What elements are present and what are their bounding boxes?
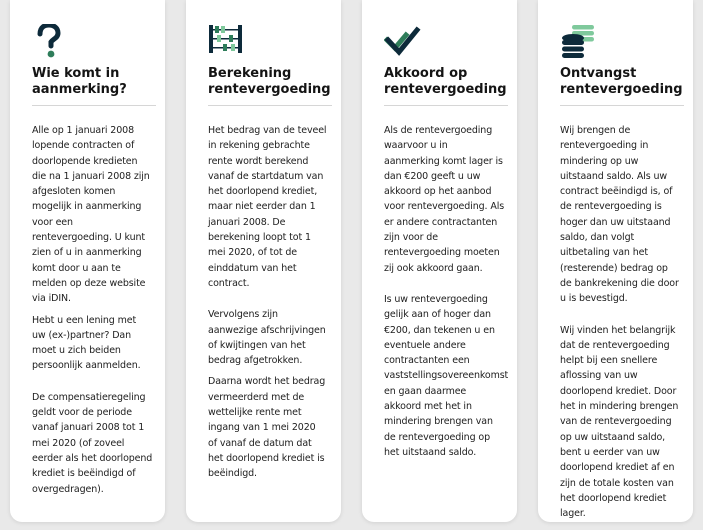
paragraph: Als de rentevergoeding waarvoor u in aanmerking komt lager is dan €200 geeft u uw akkoord op het aanbod voor rentevergoeding. Als er andere contractanten zijn voor de rentevergoeding moeten zij ook akkoord gaan. xyxy=(384,125,505,274)
card-calculation xyxy=(186,0,341,522)
card-title: Ontvangst rentevergoeding xyxy=(560,66,683,97)
card-agreement xyxy=(362,0,517,522)
paragraph: Hebt u een lening met uw (ex-)partner? Dan moet u zich beiden persoonlijk aanmelden. xyxy=(32,314,141,372)
abacus-icon xyxy=(208,24,248,60)
card-title: Wie komt in aanmerking? xyxy=(32,66,127,97)
card-body xyxy=(208,123,334,482)
paragraph: Daarna wordt het bedrag vermeerderd met de wettelijke rente met ingang van 1 mei 2020 of vanaf de datum dat het doorlopend krediet is beëindigd. xyxy=(208,376,326,480)
card-body xyxy=(384,123,510,460)
divider xyxy=(32,105,156,106)
card-title: Berekening rentevergoeding xyxy=(208,66,331,97)
card-body xyxy=(560,123,686,521)
card-body xyxy=(32,123,158,497)
divider xyxy=(208,105,332,106)
divider xyxy=(384,105,508,106)
paragraph: Alle op 1 januari 2008 lopende contracten of doorlopende kredieten die na 1 januari 2008 zijn afgesloten komen mogelijk in aanmerking voor een rentevergoeding. U kunt zien of u in aanmerking komt door u aan te melden op deze website via iDIN. xyxy=(32,125,150,305)
paragraph: Wij vinden het belangrijk dat de rentevergoeding helpt bij een snellere aflossing van uw doorlopend krediet. Door het in mindering brengen van de rentevergoeding op uw uitstaand saldo, bent u eerder van uw doorlopend krediet af en zijn de totale kosten van het doorlopend krediet lager. xyxy=(560,324,679,520)
card-title: Akkoord op rentevergoeding xyxy=(384,66,507,97)
card-receipt xyxy=(538,0,693,522)
card-eligibility xyxy=(10,0,165,522)
paragraph: Wij brengen de rentevergoeding in mindering op uw uitstaand saldo. Als uw contract beëindigd is, of de rentevergoeding is hoger dan uw uitstaand saldo, dan volgt uitbetaling van het (resterende) bedrag op de bankrekening die door u is bevestigd. xyxy=(560,125,679,305)
paragraph: Vervolgens zijn aanwezige afschrijvingen of kwijtingen van het bedrag afgetrokken. xyxy=(208,309,326,367)
paragraph: De compensatieregeling geldt voor de periode vanaf januari 2008 tot 1 mei 2020 (of zoveel eerder als het doorlopend krediet is beëindigd of overgedragen). xyxy=(32,391,153,495)
question-mark-icon xyxy=(32,24,72,60)
coin-stack-icon xyxy=(560,24,600,60)
paragraph: Is uw rentevergoeding gelijk aan of hoger dan €200, dan tekenen u en eventuele andere contractanten een vaststellingsovereenkomst en gaan daarmee akkoord met het in mindering brengen van de rentevergoeding op het uitstaand saldo. xyxy=(384,293,509,458)
checkmark-icon xyxy=(384,24,424,60)
divider xyxy=(560,105,684,106)
paragraph: Het bedrag van de teveel in rekening gebrachte rente wordt berekend vanaf de startdatum van het doorlopend krediet, maar niet eerder dan 1 januari 2008. De berekening loopt tot 1 mei 2020, of tot de einddatum van het contract. xyxy=(208,125,327,289)
